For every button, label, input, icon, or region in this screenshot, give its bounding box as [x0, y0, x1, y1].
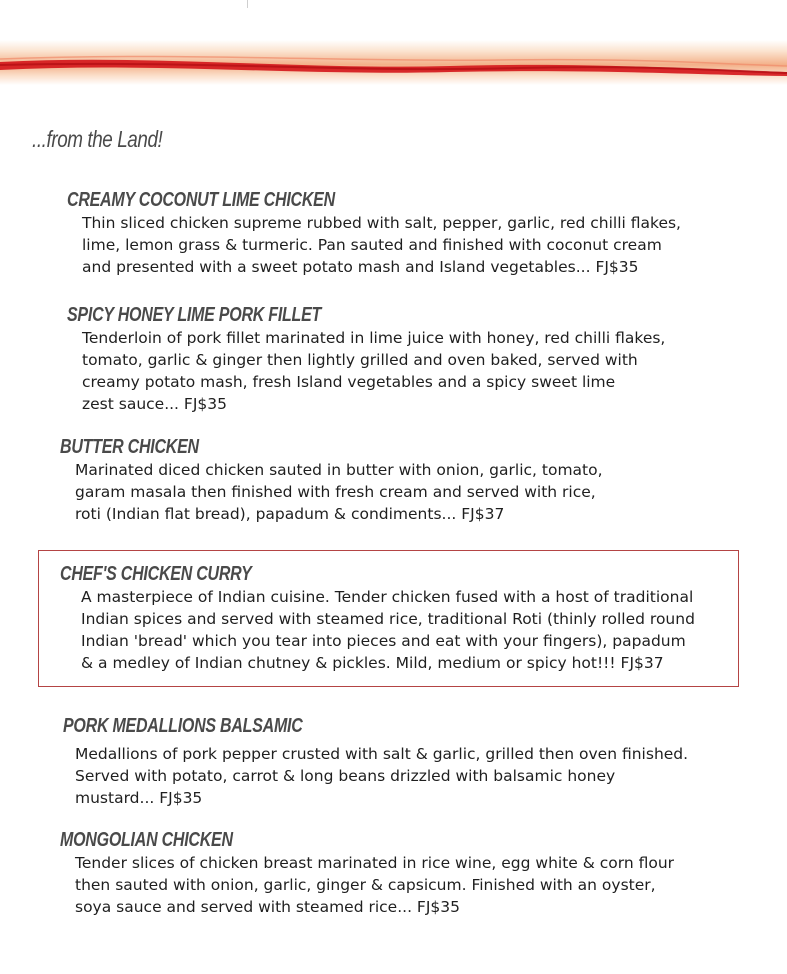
menu-item-description-line: garam masala then finished with fresh cream and served with rice, [75, 483, 596, 501]
menu-item-description-line: roti (Indian flat bread), papadum & condiments... FJ$37 [75, 505, 505, 523]
menu-item-description-line: A masterpiece of Indian cuisine. Tender chicken fused with a host of traditional [81, 588, 694, 606]
menu-item-pork-medallions-balsamic [63, 714, 688, 809]
menu-item-description-line: mustard... FJ$35 [75, 789, 203, 807]
menu-item-name: CHEF'S CHICKEN CURRY [60, 563, 252, 585]
menu-item-description-line: lime, lemon grass & turmeric. Pan sauted and finished with coconut cream [82, 236, 662, 254]
menu-item-description-line: tomato, garlic & ginger then lightly grilled and oven baked, served with [82, 351, 638, 369]
menu-item-spicy-honey-lime-pork-fillet [67, 303, 665, 415]
menu-item-description-line: Tender slices of chicken breast marinated in rice wine, egg white & corn flour [75, 854, 675, 872]
menu-item-description-line: Marinated diced chicken sauted in butter with onion, garlic, tomato, [75, 461, 603, 479]
menu-item-description-line: Indian spices and served with steamed rice, traditional Roti (thinly rolled round [81, 610, 695, 628]
menu-item-description-line: Served with potato, carrot & long beans drizzled with balsamic honey [75, 767, 616, 785]
menu-item-creamy-coconut-lime-chicken [67, 188, 681, 278]
menu-item-description-line: soya sauce and served with steamed rice... FJ$35 [75, 898, 461, 916]
menu-item-name: SPICY HONEY LIME PORK FILLET [67, 304, 322, 326]
decorative-red-wave-banner [0, 40, 787, 85]
menu-item-butter-chicken [60, 435, 603, 525]
menu-item-description-line: Thin sliced chicken supreme rubbed with salt, pepper, garlic, red chilli flakes, [82, 214, 681, 232]
menu-item-mongolian-chicken [60, 828, 674, 918]
menu-item-description-line: Tenderloin of pork fillet marinated in lime juice with honey, red chilli flakes, [82, 329, 666, 347]
menu-item-description-line: & a medley of Indian chutney & pickles. Mild, medium or spicy hot!!! FJ$37 [81, 654, 664, 672]
menu-item-description-line: Indian 'bread' which you tear into pieces and eat with your fingers), papadum [81, 632, 686, 650]
menu-item-description-line: zest sauce... FJ$35 [82, 395, 227, 413]
top-divider-tick [247, 0, 248, 8]
menu-item-name: BUTTER CHICKEN [60, 436, 199, 458]
menu-item-chefs-chicken-curry [60, 562, 695, 674]
menu-item-name: MONGOLIAN CHICKEN [60, 829, 233, 851]
menu-item-name: CREAMY COCONUT LIME CHICKEN [67, 189, 335, 211]
menu-item-description-line: and presented with a sweet potato mash and Island vegetables... FJ$35 [82, 258, 639, 276]
menu-item-name: PORK MEDALLIONS BALSAMIC [63, 715, 303, 737]
menu-item-description-line: then sauted with onion, garlic, ginger & capsicum. Finished with an oyster, [75, 876, 656, 894]
menu-item-description-line: Medallions of pork pepper crusted with salt & garlic, grilled then oven finished. [75, 745, 689, 763]
section-title: ...from the Land! [32, 126, 163, 152]
menu-item-description-line: creamy potato mash, fresh Island vegetables and a spicy sweet lime [82, 373, 616, 391]
